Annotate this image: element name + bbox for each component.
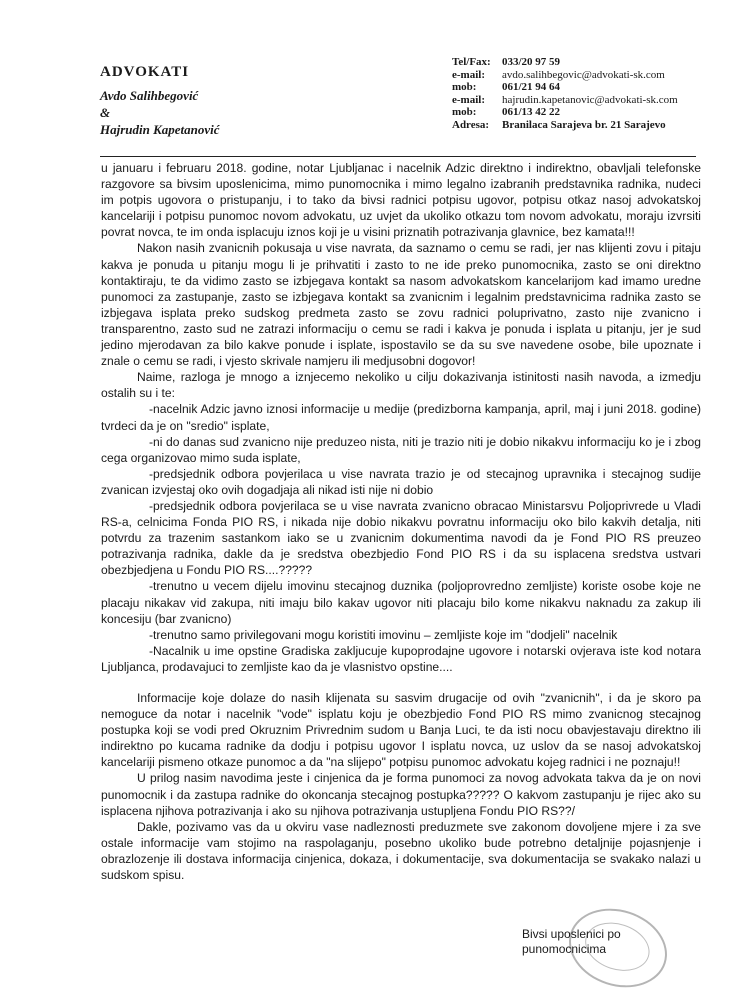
contact-label: Tel/Fax: (452, 56, 491, 68)
paragraph-2: Nakon nasih zvanicnih pokusaja u vise navrata, da saznamo o cemu se radi, jer nas klijenti zovu i pitaju kakva je ponuda u pitanju mogu li je prihvatiti i zasto to ne ide preko punomocnika, zasto se oni direktno kontaktiraju, te da vidimo zasto se izbjegava kontakt sa nasom advokatskom kancelarijom kad imamo uredne punomoci za zastupanje, zasto se izbjegava kontakt sa zvanicnim i legalnim predstavnicima radnika zasto se izbjegava isplata preko sudskog predmeta zasto se zovu radnici poluprivatno, zasto nije zvanicno i transparentno, zasto sud ne zatrazi informaciju o cemu se radi i kakva je ponuda i isplata u pitanju, jer je sud jedino mjerodavan za bilo kakve ponude i isplate, ispostavilo se da su sve navedene osobe, bile upoznate i znale o cemu se radi, i vjesto skrivale namjeru ili medjusobni dogovor! (101, 241, 701, 369)
signature-block (522, 927, 621, 957)
signature-line-2: punomocnicima (522, 942, 607, 956)
bullet-3: -predsjednik odbora povjerilaca u vise navrata trazio je od stecajnog upravnika i stecajnog sudije zvanican izvjestaj oko ovih dogadjaja ali nikad isti nije ni dobio (101, 466, 701, 497)
lawyer-name-1: Avdo Salihbegović (100, 88, 199, 103)
paragraph-5: U prilog nasim navodima jeste i cinjenica da je forma punomoci za novog advokata takva da je on novi punomocnik i da zastupa radnike do okoncanja stecajnog postupka????? O kakvom zastupanju je rijec ako su isplacena njihova potrazivanja i ako su njihova potrazivanja ustupljena Fondu PIO RS??/ (101, 771, 701, 818)
contact-label: mob: (452, 81, 477, 94)
contact-value: 061/13 42 22 (502, 106, 561, 119)
contact-label: mob: (452, 106, 477, 119)
contact-block (452, 56, 742, 132)
contact-value: hajrudin.kapetanovic@advokati-sk.com (502, 93, 678, 106)
bullet-7: -Nacalnik u ime opstine Gradiska zakljucuje kupoprodajne ugovore i notarski ovjerava iste kod notara Ljubljanca, prodavajuci to zemljiste kao da je vlasnistvo opstine.... (101, 643, 701, 674)
letter-body (101, 160, 701, 883)
bullet-1: -nacelnik Adzic javno iznosi informacije u medije (predizborna kampanja, april, maj i juni 2018. godine) tvrdeci da je on "sredio" isplate, (101, 402, 701, 433)
contact-value: avdo.salihbegovic@advokati-sk.com (502, 68, 665, 81)
paragraph-6: Dakle, pozivamo vas da u okviru vase nadleznosti preduzmete sve zakonom dovoljene mjere i za sve ostale informacije vam stojimo na raspolaganju, posebno ukoliko bude potrebno detaljnije pojasnjenje i obrazlozenje ili dostava informacija cinjenica, dokaza, i dokumentacije, sva dokumentacija se svakako nalazi u sudskom spisu. (101, 819, 701, 883)
contact-row-mob-1 (452, 81, 742, 94)
contact-row-mob-2 (452, 106, 742, 119)
bullet-4: -predsjednik odbora povjerilaca se u vise navrata zvanicno obracao Ministarsvu Poljoprivrede u Vladi RS-a, celnicima Fonda PIO RS, i nikada nije dobio nikakvu povratnu informaciju oko bilo kakvih detalja, niti potvrdu za trazenim sastankom iako se u zvanicnim dokumentima navodi da je Fond PIO RS preuzeo potrazivanja radnika, dakle da je sredstva obezbjedio Fond PIO RS i da su isplacena sredstva ustvari obezbjedjena u Fondu PIO RS....????? (101, 498, 701, 578)
bullet-5: -trenutno u vecem dijelu imovinu stecajnog duznika (poljoprovredno zemljiste) koriste osobe koje ne placaju nikakav vid zakupa, niti imaju bilo kakav ugovor niti placaju bilo kome nikakvu naknadu za zakup ili koncesiju (bar zvanicno) (101, 579, 701, 626)
paragraph-4: Informacije koje dolaze do nasih klijenata su sasvim drugacije od ovih "zvanicnih", i da je skoro pa nemoguce da notar i nacelnik "vode" isplatu koju je obezbjedio Fond PIO RS mimo zvanicnog stecajnog postupka koji se vodi pred Okruznim Privrednim sudom u Banja Luci, te da isti nocu obavjestavaju direktno ili indirektno po kucama radnike da dodju i potpisu ugovor I isplatu novca, uz uslov da se nasoj advokatskoj kancelariji pismeno otkaze punomoc a da "na slijepo" potpisu punomoc advokatu kojeg radnici i ne poznaju!! (101, 691, 701, 770)
contact-value: 033/20 97 59 (502, 56, 561, 68)
ampersand: & (100, 105, 111, 120)
lawyer-name-2: Hajrudin Kapetanović (100, 122, 220, 137)
contact-row-email-1 (452, 69, 742, 82)
bullet-2: -ni do danas sud zvanicno nije preduzeo nista, niti je trazio niti je dobio nikakvu informaciju ko je i zbog cega organizovao mimo suda isplate, (101, 434, 701, 465)
contact-row-address (452, 119, 742, 132)
firm-name: ADVOKATI (100, 64, 190, 80)
header-divider (100, 156, 696, 157)
contact-value: Branilaca Sarajeva br. 21 Sarajevo (502, 118, 666, 131)
contact-label: e-mail: (452, 93, 485, 106)
paragraph-1: u januaru i februaru 2018. godine, notar Ljubljanac i nacelnik Adzic direktno i indirektno, obavljali telefonske razgovore sa bivsim uposlenicima, mimo punomocnika i mimo legalno izabranih predstavnika radnika, nudeci im potpis ugovora o pristupanju, i to tako da bivsi radnici potpisu ugovor, potpisu otkaz nasoj advokatskoj kancelariji i potpisu punomoc novom advokatu, uz uvjet da ukoliko otkazu tom novom advokatu, moraju izvrsiti povrat novca, te im onda isplacuju iznos koji je u visini priznatih potrazivanja glavnice, bez kamata!!! (101, 161, 701, 240)
letterhead-left (100, 64, 220, 138)
contact-row-email-2 (452, 94, 742, 107)
contact-label: e-mail: (452, 68, 485, 81)
bullet-6: -trenutno samo privilegovani mogu koristiti imovinu – zemljiste koje im "dodjeli" nacelnik (149, 627, 618, 642)
paragraph-3: Naime, razloga je mnogo a iznjecemo nekoliko u cilju dokazivanja istinitosti nasih navoda, a izmedju ostalih su i te: (101, 370, 701, 401)
signature-line-1: Bivsi uposlenici po (522, 927, 621, 941)
contact-label: Adresa: (452, 118, 490, 131)
contact-row-phone (452, 56, 742, 69)
contact-value: 061/21 94 64 (502, 81, 561, 94)
